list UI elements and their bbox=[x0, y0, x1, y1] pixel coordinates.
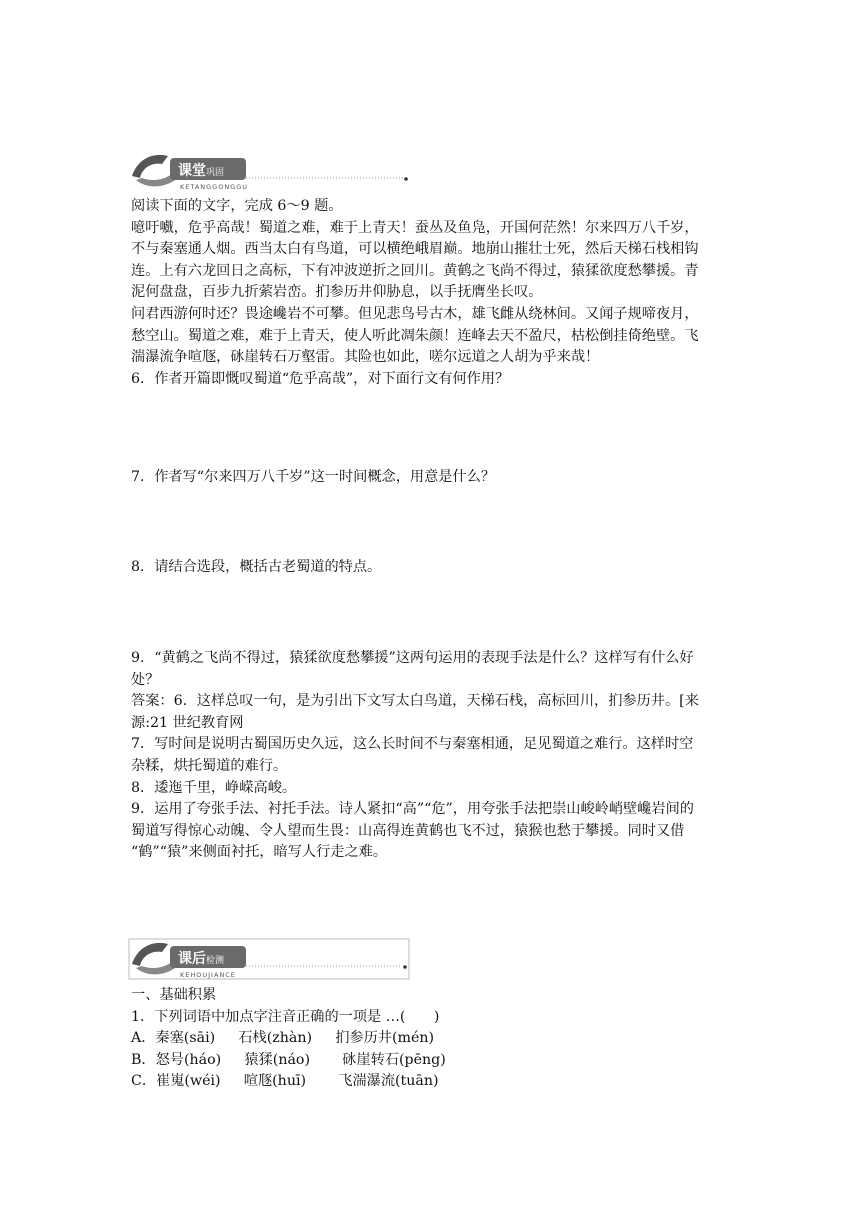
passage-line: 愁空山。蜀道之难，难于上青天，使人听此凋朱颜！连峰去天不盈尺，枯松倒挂倚绝壁。飞 bbox=[131, 327, 699, 344]
passage-line: 湍瀑流争喧豗，砯崖转石万壑雷。其险也如此，嗟尔远道之人胡为乎来哉！ bbox=[131, 349, 600, 366]
answer-line: 8．逶迤千里，峥嵘高峻。 bbox=[131, 779, 297, 796]
banner-title: 课堂巩固 bbox=[178, 163, 225, 179]
question-1: 1．下列词语中加点字注音正确的一项是 …( ) bbox=[131, 1008, 440, 1025]
answer-line: 源:21 世纪教育网 bbox=[131, 714, 244, 731]
reading-passage bbox=[131, 196, 731, 390]
passage-line: 噫吁嚱，危乎高哉！蜀道之难，难于上青天！蚕丛及鱼凫，开国何茫然！尔来四万八千岁， bbox=[131, 219, 699, 236]
question-6: 6．作者开篇即慨叹蜀道“危乎高哉”，对下面行文有何作用？ bbox=[131, 370, 510, 387]
passage-line: 泥何盘盘，百步九折萦岩峦。扪参历井仰胁息，以手抚膺坐长叹。 bbox=[131, 284, 543, 301]
question-9-and-answers bbox=[131, 648, 731, 864]
banner-pinyin: KEHOUJIANCE bbox=[180, 971, 236, 979]
passage-line: 连。上有六龙回日之高标，下有冲波逆折之回川。黄鹤之飞尚不得过，猿猱欲度愁攀援。青 bbox=[131, 262, 699, 279]
option-b: B．怒号(háo) 猿猱(náo) 砯崖转石(pēng) bbox=[131, 1051, 446, 1068]
passage-line: 阅读下面的文字，完成 6～9 题。 bbox=[131, 198, 343, 214]
question-8: 8．请结合选段，概括古老蜀道的特点。 bbox=[131, 559, 382, 575]
option-c: C．崔嵬(wéi) 喧豗(huī) 飞湍瀑流(tuān) bbox=[131, 1073, 439, 1090]
answer-line: 7．写时间是说明古蜀国历史久远，这么长时间不与秦塞相通，足见蜀道之难行。这样时空 bbox=[131, 736, 694, 753]
section-heading: 一、基础积累 bbox=[131, 987, 217, 1003]
question-9: 9．“黄鹤之飞尚不得过，猿猱欲度愁攀援”这两句运用的表现手法是什么？这样写有什么好 bbox=[131, 650, 694, 666]
answer-line: 9．运用了夸张手法、衬托手法。诗人紧扣“高”“危”，用夸张手法把崇山峻岭峭壁巉岩间的 bbox=[131, 801, 694, 818]
option-a: A．秦塞(sāi) 石栈(zhàn) 扪参历井(mén) bbox=[131, 1030, 435, 1047]
answer-line: “鹤”“猿”来侧面衬托，暗写人行走之难。 bbox=[131, 844, 388, 861]
section-banner-classroom bbox=[128, 150, 418, 192]
answer-line: 答案：6．这样总叹一句，是为引出下文写太白鸟道，天梯石栈，高标回川，扪参历井。[来 bbox=[131, 693, 699, 710]
question-7: 7．作者写“尔来四万八千岁”这一时间概念，用意是什么？ bbox=[131, 469, 496, 485]
passage-line: 问君西游何时还？畏途巉岩不可攀。但见悲鸟号古木，雄飞雌从绕林间。又闻子规啼夜月， bbox=[131, 305, 699, 322]
passage-line: 不与秦塞通人烟。西当太白有鸟道，可以横绝峨眉巅。地崩山摧壮士死，然后天梯石栈相钩 bbox=[131, 241, 699, 258]
banner-title: 课后检测 bbox=[178, 951, 225, 967]
banner-swoosh-icon bbox=[128, 150, 418, 192]
banner-pinyin: KETANGGONGGU bbox=[180, 183, 249, 191]
answer-line: 蜀道写得惊心动魄、令人望而生畏：山高得连黄鹤也飞不过，猿猴也愁于攀援。同时又借 bbox=[131, 822, 685, 839]
answer-line: 杂糅，烘托蜀道的难行。 bbox=[131, 757, 288, 774]
section-banner-after-class bbox=[128, 938, 412, 980]
question-9: 处？ bbox=[131, 671, 160, 688]
banner-swoosh-icon bbox=[128, 938, 412, 980]
basic-accumulation-section bbox=[131, 985, 731, 1093]
